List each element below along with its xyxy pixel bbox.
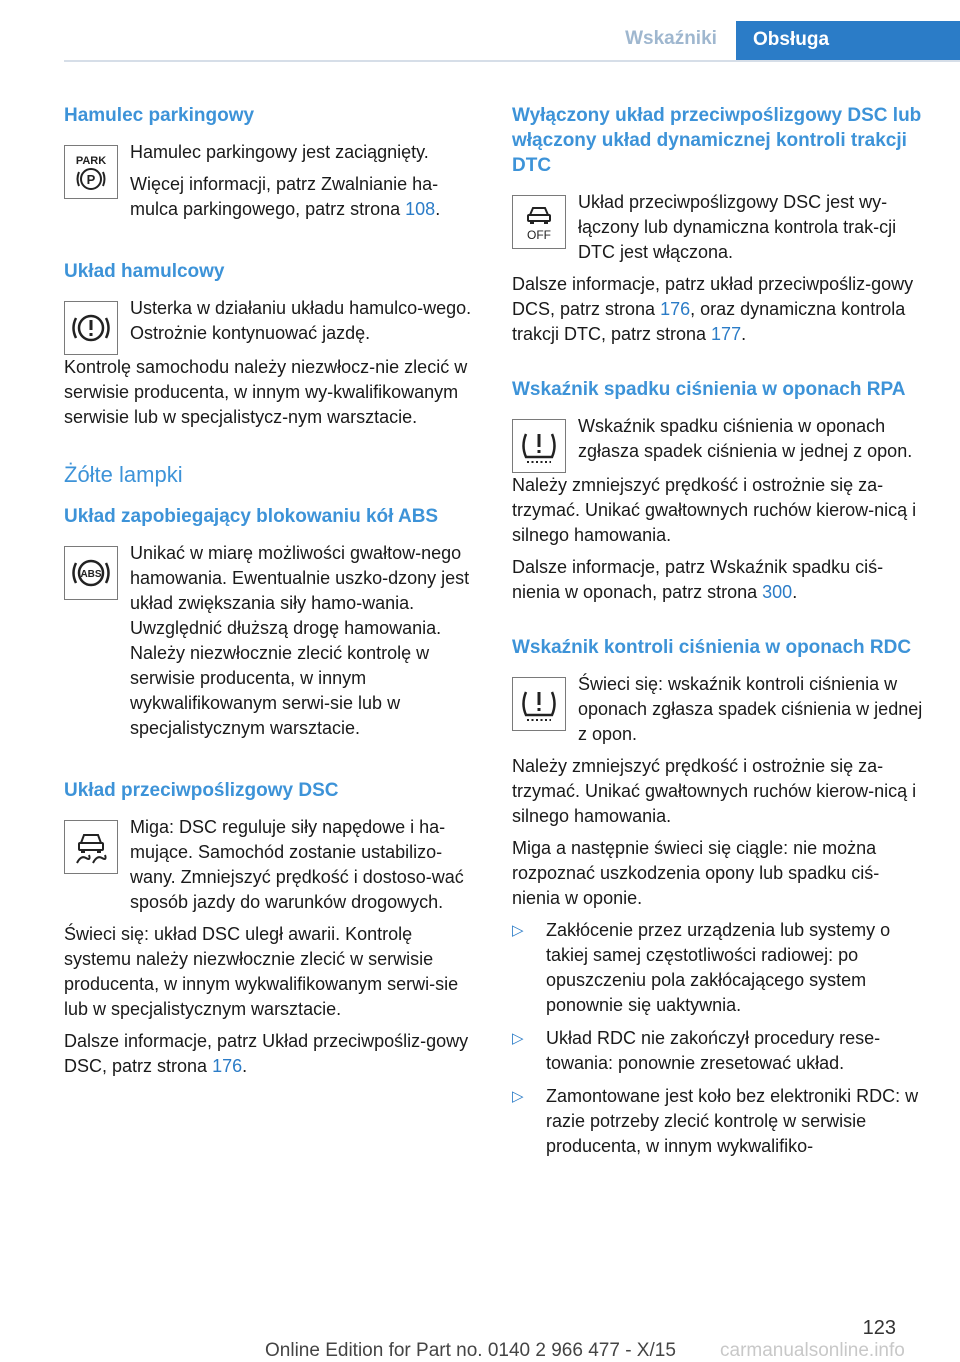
page-link-176[interactable]: 176 [212,1056,243,1076]
left-column [64,103,476,1109]
list-item-text: Zakłócenie przez urządzenia lub systemy o takiej samej częstotliwości radiowej: po opuszczeniu pola zakłócającego system ponownie się uaktywnia. [546,920,891,1015]
dsc-off-text-1: Układ przeciwpoślizgowy DSC jest wy‐łączony lub dynamiczna kontrola trak‐cji DTC jest włączona. [578,192,897,262]
page-number: 123 [862,1317,896,1339]
section-title: Wskaźnik kontroli ciśnienia w oponach RDC [512,637,912,658]
section-dsc-off [512,103,924,347]
dsc-text-2: Świeci się: układ DSC uległ awarii. Kontrolę systemu należy niezwłocznie zlecić w serwisie producenta, w innym wykwalifikowanym serwi‐sie lub w specjalistycznym warsztacie. [64,924,459,1019]
brake-text-2: Kontrolę samochodu należy niezwłocz‐nie zlecić w serwisie producenta, w innym wy‐kwalifikowanym serwisie lub w specjalistycz‐nym warsztacie. [64,357,468,427]
header-chapter-tab[interactable]: Obsługa [736,21,960,62]
list-item [512,1026,924,1076]
section-title: Układ hamulcowy [64,261,225,282]
svg-text:P: P [86,172,96,187]
rdc-bullet-list [512,918,924,1159]
tire-pressure-icon [512,419,566,473]
page-link-300[interactable]: 300 [762,582,793,602]
dsc-text-3-body: Dalsze informacje, patrz Układ przeciwpośliz‐gowy DSC, patrz strona [64,1031,469,1076]
entry-dsc [64,815,476,922]
list-item-text: Zamontowane jest koło bez elektroniki RDC: w razie potrzeby zlecić kontrolę w serwisie producenta, w innym wykwalifiko‐ [546,1086,919,1156]
section-rpa [512,377,924,605]
page-link-108[interactable]: 108 [405,199,436,219]
dsc-off-icon-label: OFF [527,228,551,242]
rpa-text-3 [512,555,924,605]
section-brake-system [64,259,476,430]
dsc-text-3-end: . [242,1056,248,1076]
dsc-off-text-2 [512,272,924,347]
list-item [512,918,924,1018]
triangle-bullet-icon: ▷ [512,922,524,939]
rdc-text-2: Należy zmniejszyć prędkość i ostrożnie się za‐trzymać. Unikać gwałtownych ruchów kierow‐nicą i silnego hamowania. [512,756,917,826]
rpa-text-1: Wskaźnik spadku ciśnienia w oponach zgłasza spadek ciśnienia w jednej z opon. [578,416,913,461]
rdc-text-1: Świeci się: wskaźnik kontroli ciśnienia w oponach zgłasza spadek ciśnienia w jednej z opon. [578,674,923,744]
section-title: Układ przeciwpoślizgowy DSC [64,780,339,801]
header-section-tab[interactable]: Wskaźniki [625,28,717,49]
dsc-skid-icon [64,820,118,874]
park-text-1: Hamulec parkingowy jest zaciągnięty. [130,142,429,162]
page-link-176[interactable]: 176 [660,299,691,319]
rpa-text-3-end: . [792,582,798,602]
triangle-bullet-icon: ▷ [512,1088,524,1105]
section-title: Wskaźnik spadku ciśnienia w oponach RPA [512,379,906,400]
list-item [512,1084,924,1159]
dsc-off-icon [512,195,566,249]
park-text-2-end: . [435,199,441,219]
entry-brake-system [64,296,476,355]
brake-text-1: Usterka w działaniu układu hamulco‐wego. Ostrożnie kontynuować jazdę. [130,298,472,343]
svg-text:ABS: ABS [80,569,102,580]
right-column [512,103,924,1189]
section-title: Układ zapobiegający blokowaniu kół ABS [64,506,439,527]
list-item-text: Układ RDC nie zakończył procedury rese‐towania: ponownie zresetować układ. [546,1028,881,1073]
brake-warning-icon [64,301,118,355]
dsc-off-text-2-b: , oraz dynamiczna kontrola trakcji DTC, patrz strona [512,299,906,344]
page-link-177[interactable]: 177 [711,324,742,344]
rpa-text-2: Należy zmniejszyć prędkość i ostrożnie się za‐trzymać. Unikać gwałtownych ruchów kierow‐nicą i silnego hamowania. [512,475,917,545]
section-dsc [64,778,476,1079]
entry-dsc-off [512,190,924,272]
abs-text-1: Unikać w miarę możliwości gwałtow‐nego hamowania. Ewentualnie uszko‐dzony jest układ zwiększania siły hamo‐wania. Uwzględnić dłuższą drogę hamowania. Należy niezwłocznie zlecić kontrolę w serwisie producenta, w innym wykwalifikowanym serwi‐sie lub w specjalistycznym warsztacie. [130,543,470,738]
entry-abs [64,541,476,748]
header-rule [64,60,960,62]
section-park-brake [64,103,476,229]
park-text-2-body: Więcej informacji, patrz Zwalnianie ha‐mulca parkingowego, patrz strona [130,174,439,219]
abs-icon [64,546,118,600]
park-brake-icon [64,145,118,199]
dsc-text-3 [64,1029,476,1079]
svg-text:PARK: PARK [75,155,107,167]
entry-rpa [512,414,924,473]
park-text-2 [130,172,476,222]
dsc-off-text-2-c: . [741,324,747,344]
entry-rdc [512,672,924,754]
section-title: Hamulec parkingowy [64,105,255,126]
rpa-text-3-body: Dalsze informacje, patrz Wskaźnik spadku ciś‐nienia w oponach, patrz strona [512,557,884,602]
dsc-text-1: Miga: DSC reguluje siły napędowe i ha‐mujące. Samochód zostanie ustabilizo‐wany. Zmniejszyć prędkość i dostoso‐wać sposób jazdy do warunków drogowych. [130,817,464,912]
section-rdc [512,635,924,1159]
edition-note: Online Edition for Part no. 0140 2 966 477 - X/15 [265,1340,676,1361]
watermark: carmanualsonline.info [720,1340,905,1361]
rdc-text-3: Miga a następnie świeci się ciągle: nie można rozpoznać uszkodzenia opony lub spadku ciś‐nienia w oponie. [512,838,880,908]
yellow-lamps-heading: Żółte lampki [64,462,183,487]
triangle-bullet-icon: ▷ [512,1030,524,1047]
section-title: Wyłączony układ przeciwpoślizgowy DSC lub włączony układ dynamicznej kontroli trakcji DTC [512,105,922,176]
entry-park-brake [64,140,476,229]
dsc-off-text-2-a: Dalsze informacje, patrz układ przeciwpośliz‐gowy DCS, patrz strona [512,274,914,319]
tire-pressure-icon [512,677,566,731]
page-header [0,0,960,62]
section-abs [64,504,476,748]
